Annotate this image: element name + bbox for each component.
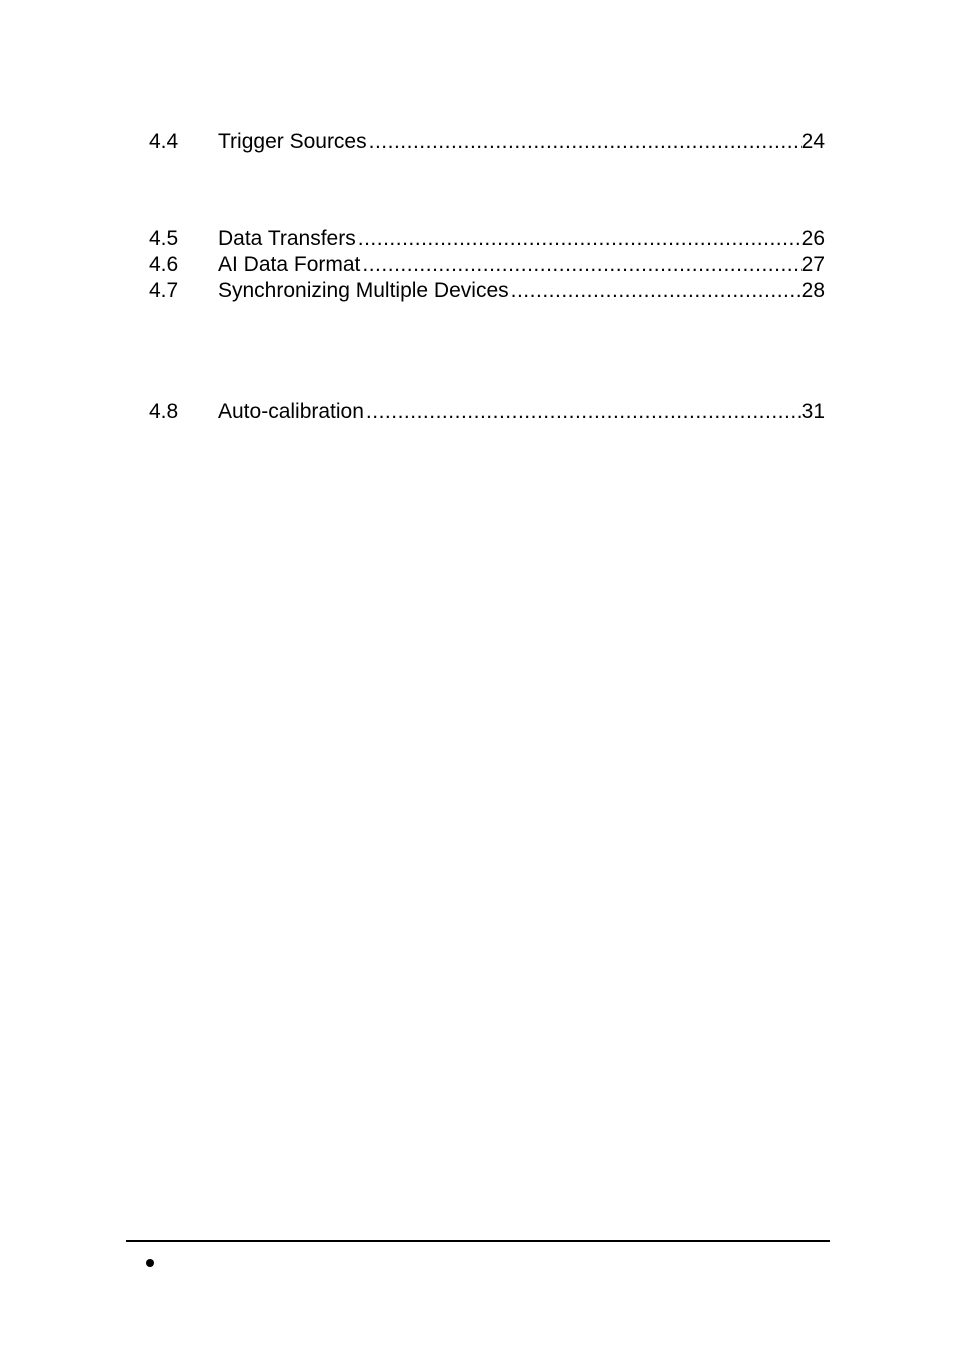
dot-leader (360, 252, 801, 278)
toc-entry-4-5[interactable] (149, 226, 825, 252)
toc-entry-title-line (218, 399, 825, 425)
toc-entry-title-line (218, 129, 825, 155)
toc-entry-4-8[interactable] (149, 399, 825, 425)
toc-entry-title: Data Transfers (218, 227, 356, 250)
toc-entry-4-6[interactable] (149, 252, 825, 278)
toc-entry-title: AI Data Format (218, 253, 361, 276)
dot-leader (367, 129, 802, 155)
bullet-icon (146, 1259, 154, 1267)
toc-entry-title: Synchronizing Multiple Devices (218, 279, 509, 302)
toc-entry-number: 4.4 (149, 130, 179, 153)
dot-leader (364, 399, 802, 425)
dot-leader (509, 278, 802, 304)
toc-entry-4-7[interactable] (149, 278, 825, 304)
footer-rule (126, 1240, 830, 1242)
toc-entry-page: 27 (801, 253, 825, 276)
toc-entry-title-line (218, 252, 825, 278)
toc-entry-page: 24 (801, 130, 825, 153)
toc-entry-title-line (218, 278, 825, 304)
toc-entry-number: 4.6 (149, 253, 179, 276)
toc-entry-title: Trigger Sources (218, 130, 367, 153)
toc-entry-title: Auto-calibration (218, 400, 364, 423)
toc-entry-4-4[interactable] (149, 129, 825, 155)
toc-entry-page: 26 (801, 227, 825, 250)
dot-leader (356, 226, 802, 252)
toc-entry-title-line (218, 226, 825, 252)
toc-entry-page: 31 (801, 400, 825, 423)
toc-entry-number: 4.7 (149, 279, 179, 302)
toc-entry-number: 4.5 (149, 227, 179, 250)
toc-entry-number: 4.8 (149, 400, 179, 423)
toc-entry-page: 28 (801, 279, 825, 302)
